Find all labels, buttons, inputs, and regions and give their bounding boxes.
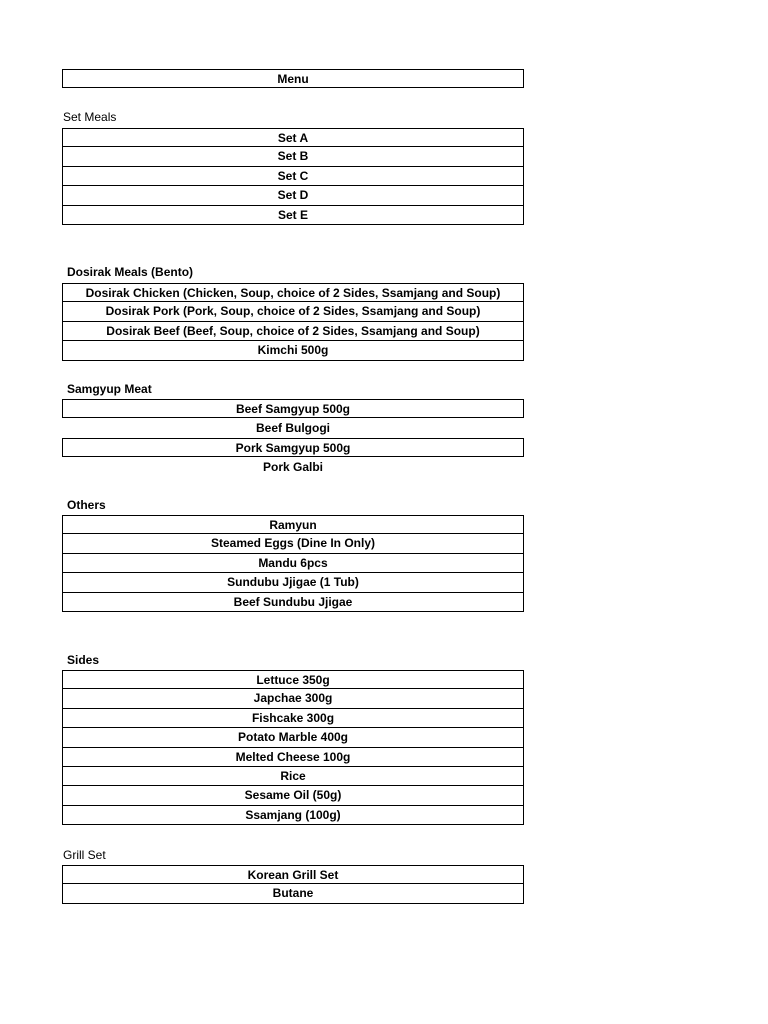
menu-title: Menu <box>62 69 524 88</box>
table-row: Rice <box>62 767 524 786</box>
section-heading-grill-set: Grill Set <box>63 848 106 862</box>
dosirak-table <box>62 283 524 361</box>
table-row: Dosirak Beef (Beef, Soup, choice of 2 Sides, Ssamjang and Soup) <box>62 322 524 341</box>
table-row: Ssamjang (100g) <box>62 806 524 825</box>
section-heading-others: Others <box>67 498 106 512</box>
table-row: Butane <box>62 884 524 903</box>
table-row: Set B <box>62 147 524 166</box>
menu-title-box <box>62 69 524 88</box>
table-row: Beef Sundubu Jjigae <box>62 593 524 612</box>
table-row: Set A <box>62 128 524 147</box>
section-heading-sides: Sides <box>67 653 100 667</box>
set-meals-table <box>62 128 524 225</box>
table-row: Pork Samgyup 500g <box>62 438 524 457</box>
table-row: Lettuce 350g <box>62 670 524 689</box>
table-row: Beef Bulgogi <box>256 421 330 436</box>
section-heading-samgyup: Samgyup Meat <box>67 382 152 396</box>
table-row: Set D <box>62 186 524 205</box>
table-row: Korean Grill Set <box>62 865 524 884</box>
table-row: Ramyun <box>62 515 524 534</box>
section-heading-dosirak: Dosirak Meals (Bento) <box>67 265 194 279</box>
others-table <box>62 515 524 612</box>
samgyup-table <box>62 399 524 477</box>
table-row: Mandu 6pcs <box>62 554 524 573</box>
table-row: Beef Samgyup 500g <box>62 399 524 418</box>
sides-table <box>62 670 524 825</box>
table-row: Dosirak Chicken (Chicken, Soup, choice of 2 Sides, Ssamjang and Soup) <box>62 283 524 302</box>
table-row: Dosirak Pork (Pork, Soup, choice of 2 Sides, Ssamjang and Soup) <box>62 302 524 321</box>
table-row: Kimchi 500g <box>62 341 524 360</box>
table-row: Potato Marble 400g <box>62 728 524 747</box>
grill-set-table <box>62 865 524 904</box>
table-row: Japchae 300g <box>62 689 524 708</box>
table-row: Set C <box>62 167 524 186</box>
table-row: Set E <box>62 206 524 225</box>
table-row: Sesame Oil (50g) <box>62 786 524 805</box>
table-row: Pork Galbi <box>262 460 324 475</box>
section-heading-set-meals: Set Meals <box>63 110 117 124</box>
table-row: Melted Cheese 100g <box>62 748 524 767</box>
table-row: Sundubu Jjigae (1 Tub) <box>62 573 524 592</box>
table-row: Steamed Eggs (Dine In Only) <box>62 534 524 553</box>
table-row: Fishcake 300g <box>62 709 524 728</box>
